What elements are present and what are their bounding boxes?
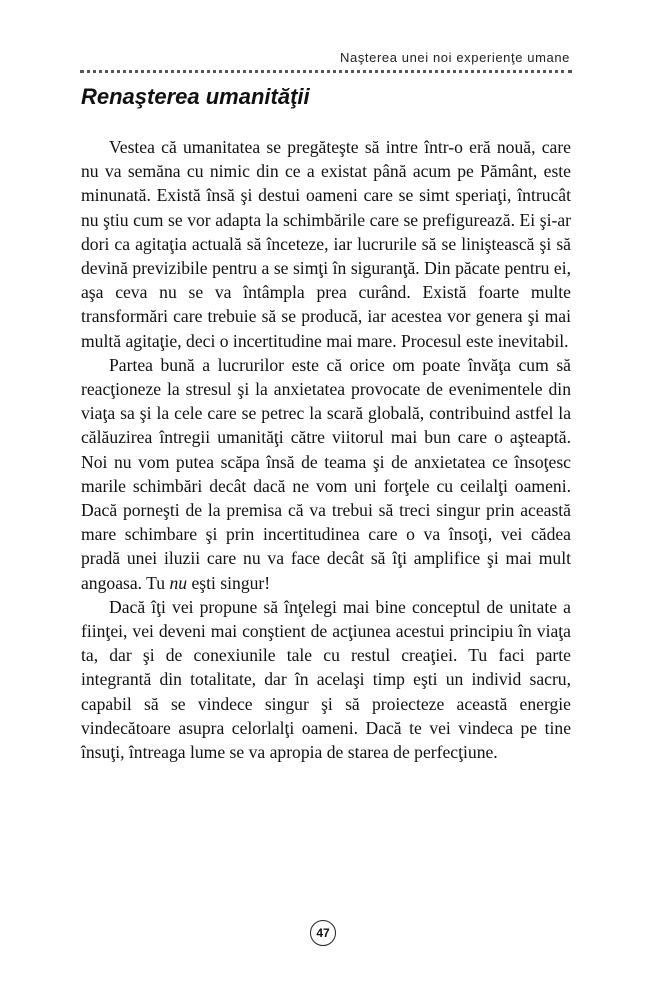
page-number: 47 — [310, 920, 336, 946]
chapter-heading: Renaşterea umanităţii — [81, 84, 310, 109]
paragraph-2-text-after: eşti singur! — [187, 572, 271, 593]
paragraph-2-text-before: Partea bună a lucrurilor este că orice om poate învăţa cum să reacţioneze la stresul şi la anxietatea provocate de evenimentele din viaţa sa şi la cele care se petrec la scară globală, contribuind astfel la călăuzirea întregii umanităţi către viitorul mai bun care o aşteaptă. Noi nu vom putea scăpa însă de teama şi de anxietatea ce însoţesc marile schimbări decât dacă ne vom uni forţele cu ceilalţi oameni. Dacă porneşti de la premisa că va trebui să treci singur prin această mare schimbare şi prin incertitudinea care o va însoţi, vei cădea pradă unei iluzii care nu va face decât să îţi amplifice şi mai mult angoasa. Tu — [81, 354, 571, 593]
body-text — [81, 135, 571, 764]
header-dotted-rule — [80, 70, 572, 73]
running-header: Naşterea unei noi experienţe umane — [340, 50, 570, 65]
paragraph-1: Vestea că umanitatea se pregăteşte să intre într-o eră nouă, care nu va semăna cu nimic din ce a existat până acum pe Pământ, este minunată. Există însă şi destui oameni care se simt speriaţi, întrucât nu ştiu cum se vor adapta la schimbările care se prefigurează. Ei şi-ar dori ca agitaţia actuală să înceteze, iar lucrurile să se liniştească şi să devină previzibile pentru a se simţi în siguranţă. Din păcate pentru ei, aşa ceva nu se va întâmpla prea curând. Există foarte multe transformări care trebuie să se producă, iar acestea vor genera şi mai multă agitaţie, deci o incertitudine mai mare. Procesul este inevitabil. — [81, 137, 571, 351]
paragraph-2-emphasis: nu — [169, 572, 188, 593]
paragraph-2 — [81, 353, 571, 595]
paragraph-3: Dacă îţi vei propune să înţelegi mai bine conceptul de unitate a fiinţei, vei deveni mai conştient de acţiunea acestui principiu în viaţa ta, dar şi de conexiunile tale cu restul creaţiei. Tu faci parte integrantă din totalitate, dar în acelaşi timp eşti un individ sacru, capabil să se vindece singur şi să proiecteze această energie vindecătoare asupra celorlalţi oameni. Dacă te vei vindeca pe tine însuţi, întreaga lume se va apropia de starea de perfecţiune. — [81, 596, 571, 763]
